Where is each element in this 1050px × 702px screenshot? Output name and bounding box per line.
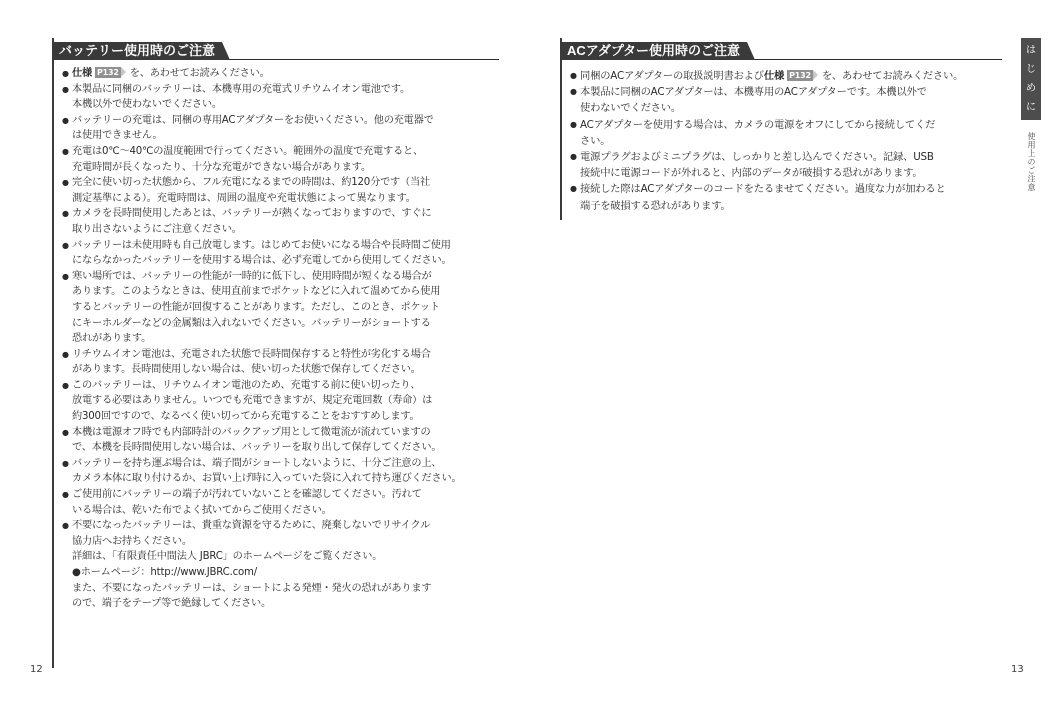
bullet-icon: ●	[62, 490, 69, 500]
chapter-tab-char: め	[1026, 83, 1036, 94]
item-line: いる場合は、乾いた布でよく拭いてからご使用ください。	[72, 504, 332, 516]
list-item	[62, 238, 499, 269]
list-item	[62, 206, 499, 237]
list-item	[570, 181, 1002, 213]
item-line: 端子を破損する恐れがあります。	[580, 199, 731, 212]
list-item	[570, 68, 1002, 84]
section-header	[562, 42, 1002, 60]
list-item	[62, 518, 499, 612]
item-line: 充電時間が長くなったり、十分な充電ができない場合があります。	[72, 161, 371, 173]
bullet-icon: ●	[62, 146, 69, 156]
item-line: リチウムイオン電池は、充電された状態で長時間保存すると特性が劣化する場合	[72, 348, 431, 360]
chapter-tab-char: じ	[1026, 64, 1036, 75]
item-line: バッテリーを持ち運ぶ場合は、端子間がショートしないように、十分ご注意の上、	[72, 457, 442, 469]
item-text: を、あわせてお読みください。	[129, 68, 270, 79]
bullet-icon: ●	[570, 71, 577, 80]
caution-list	[570, 68, 1002, 214]
chapter-tab-char: は	[1026, 45, 1036, 56]
item-line: あります。このようなときは、使用直前までポケットなどに入れて温めてから使用	[72, 286, 441, 298]
item-line: で、本機を長時間使用しない場合は、バッテリーを取り出して保存してください。	[72, 442, 442, 454]
item-line: ご使用前にバッテリーの端子が汚れていないことを確認してください。汚れて	[72, 489, 422, 501]
list-item	[62, 82, 499, 113]
spec-reference-label: 仕様	[763, 70, 785, 82]
item-line: 不要になったバッテリーは、貴重な資源を守るために、廃棄しないでリサイクル	[72, 520, 431, 532]
list-item	[62, 144, 499, 175]
item-line: があります。長時間使用しない場合は、使い切った状態で保存してください。	[72, 364, 421, 376]
item-line: 本製品に同梱のバッテリーは、本機専用の充電式リチウムイオン電池です。	[72, 83, 410, 95]
item-line: 本製品に同梱のACアダプターは、本機専用のACアダプターです。本機以外で	[580, 86, 927, 99]
bullet-icon: ●	[62, 458, 69, 468]
page-number: 13	[1011, 664, 1024, 675]
list-item	[62, 487, 499, 518]
item-line: するとバッテリーの性能が回復することがあります。ただし、このとき、ポケット	[72, 301, 440, 313]
item-line: また、不要になったバッテリーは、ショートによる発煙・発火の恐れがあります	[72, 582, 432, 594]
chapter-tab-char: に	[1026, 102, 1036, 113]
item-line: 詳細は、「有限責任中間法人 JBRC」のホームページをご覧ください。	[72, 551, 383, 563]
item-line: 充電は0℃～40℃の温度範囲で行ってください。範囲外の温度で充電すると、	[72, 145, 423, 157]
item-line: 協力店へお持ちください。	[72, 535, 192, 547]
item-line	[580, 68, 1002, 84]
bullet-icon: ●	[570, 87, 577, 97]
item-line	[72, 66, 499, 82]
item-line: ので、端子をテープ等で絶縁してください。	[72, 598, 272, 610]
list-item	[62, 175, 499, 206]
list-item	[62, 456, 499, 487]
spec-reference-label: 仕様	[72, 68, 92, 79]
bullet-icon: ●	[62, 427, 69, 437]
item-line: ACアダプターを使用する場合は、カメラの電源をオフにしてから接続してくだ	[580, 118, 936, 131]
list-item	[62, 425, 499, 456]
item-line: 接続した際はACアダプターのコードをたるませてください。過度な力が加わると	[580, 183, 946, 196]
bullet-icon: ●	[62, 84, 69, 94]
item-line: カメラを長時間使用したあとは、バッテリーが熱くなっておりますので、すぐに	[72, 208, 432, 220]
item-line: このバッテリーは、リチウムイオン電池のため、充電する前に使い切ったり、	[72, 379, 421, 391]
chapter-sub-label: 使用上のご注意	[1027, 132, 1036, 192]
bullet-icon: ●	[62, 115, 69, 125]
bullet-icon: ●	[570, 119, 577, 129]
item-line: は使用できません。	[72, 130, 163, 142]
list-item	[570, 117, 1002, 149]
item-line: さい。	[580, 134, 611, 147]
item-line: バッテリーの充電は、同梱の専用ACアダプターをお使いください。他の充電器で	[72, 114, 434, 126]
item-line: 放電する必要はありません。いつでも充電できますが、規定充電回数（寿命）は	[72, 395, 433, 407]
bullet-icon: ●	[62, 178, 69, 188]
item-line: 恐れがあります。	[72, 333, 152, 345]
item-line: 接続中に電源コードが外れると、内部のデータが破損する恐れがあります。	[580, 167, 923, 180]
list-item	[62, 378, 499, 425]
section-title: ACアダプター使用時のご注意	[562, 42, 747, 60]
item-line: 電源プラグおよびミニプラグは、しっかりと差し込んでください。記録、USB	[580, 151, 934, 164]
item-line: 本機は電源オフ時でも内部時計のバックアップ用として微電流が流れていますの	[72, 426, 431, 438]
page-number: 12	[30, 664, 43, 675]
bullet-icon: ●	[62, 271, 69, 281]
item-line: 使わないでください。	[580, 102, 681, 115]
item-line: ●ホームページ：http://www.JBRC.com/	[72, 567, 258, 578]
item-line: 約300回ですので、なるべく使い切ってから充電することをおすすめします。	[72, 411, 420, 423]
chapter-tab-box	[1021, 38, 1041, 120]
section-title: バッテリー使用時のご注意	[54, 42, 222, 60]
bullet-icon: ●	[570, 152, 577, 162]
battery-caution-section	[52, 38, 499, 668]
bullet-icon: ●	[62, 380, 69, 390]
page-reference-link[interactable]: P132	[789, 71, 811, 80]
item-line: にならなかったバッテリーを使用する場合は、必ず充電してから使用してください。	[72, 255, 452, 267]
bullet-icon: ●	[62, 349, 69, 359]
list-item	[62, 269, 499, 347]
caution-list	[62, 66, 499, 612]
list-item	[62, 113, 499, 144]
item-line: にキーホルダーなどの金属類は入れないでください。バッテリーがショートする	[72, 317, 431, 329]
list-item	[570, 84, 1002, 116]
item-line: 取り出さないようにご注意ください。	[72, 223, 242, 235]
page-reference-link[interactable]: P132	[96, 68, 119, 77]
item-line: 寒い場所では、バッテリーの性能が一時的に低下し、使用時間が短くなる場合が	[72, 270, 432, 282]
list-item	[62, 347, 499, 378]
list-item	[570, 149, 1002, 181]
item-text: を、あわせてお読みください。	[821, 70, 964, 82]
section-header	[54, 42, 499, 60]
bullet-icon: ●	[62, 209, 69, 219]
bullet-icon: ●	[62, 240, 69, 250]
list-item	[62, 66, 499, 82]
bullet-icon: ●	[62, 521, 69, 531]
right-page	[525, 0, 1050, 702]
item-line: 本機以外で使わないでください。	[72, 99, 222, 111]
ac-adapter-caution-section	[560, 38, 1002, 220]
item-text: 同梱のACアダプターの取扱説明書および	[580, 70, 764, 82]
item-line: 完全に使い切った状態から、フル充電になるまでの時間は、約120分です（当社	[72, 177, 431, 189]
item-line: バッテリーは未使用時も自己放電します。はじめてお使いになる場合や長時間ご使用	[72, 239, 451, 251]
bullet-icon: ●	[62, 69, 69, 78]
item-line: 測定基準による）。充電時間は、周囲の温度や充電状態によって異なります。	[72, 192, 416, 204]
bullet-icon: ●	[570, 184, 577, 194]
chapter-tab[interactable]	[1021, 38, 1041, 212]
item-line: カメラ本体に取り付けるか、お買い上げ時に入っていた袋に入れて持ち運びください。	[72, 473, 462, 485]
